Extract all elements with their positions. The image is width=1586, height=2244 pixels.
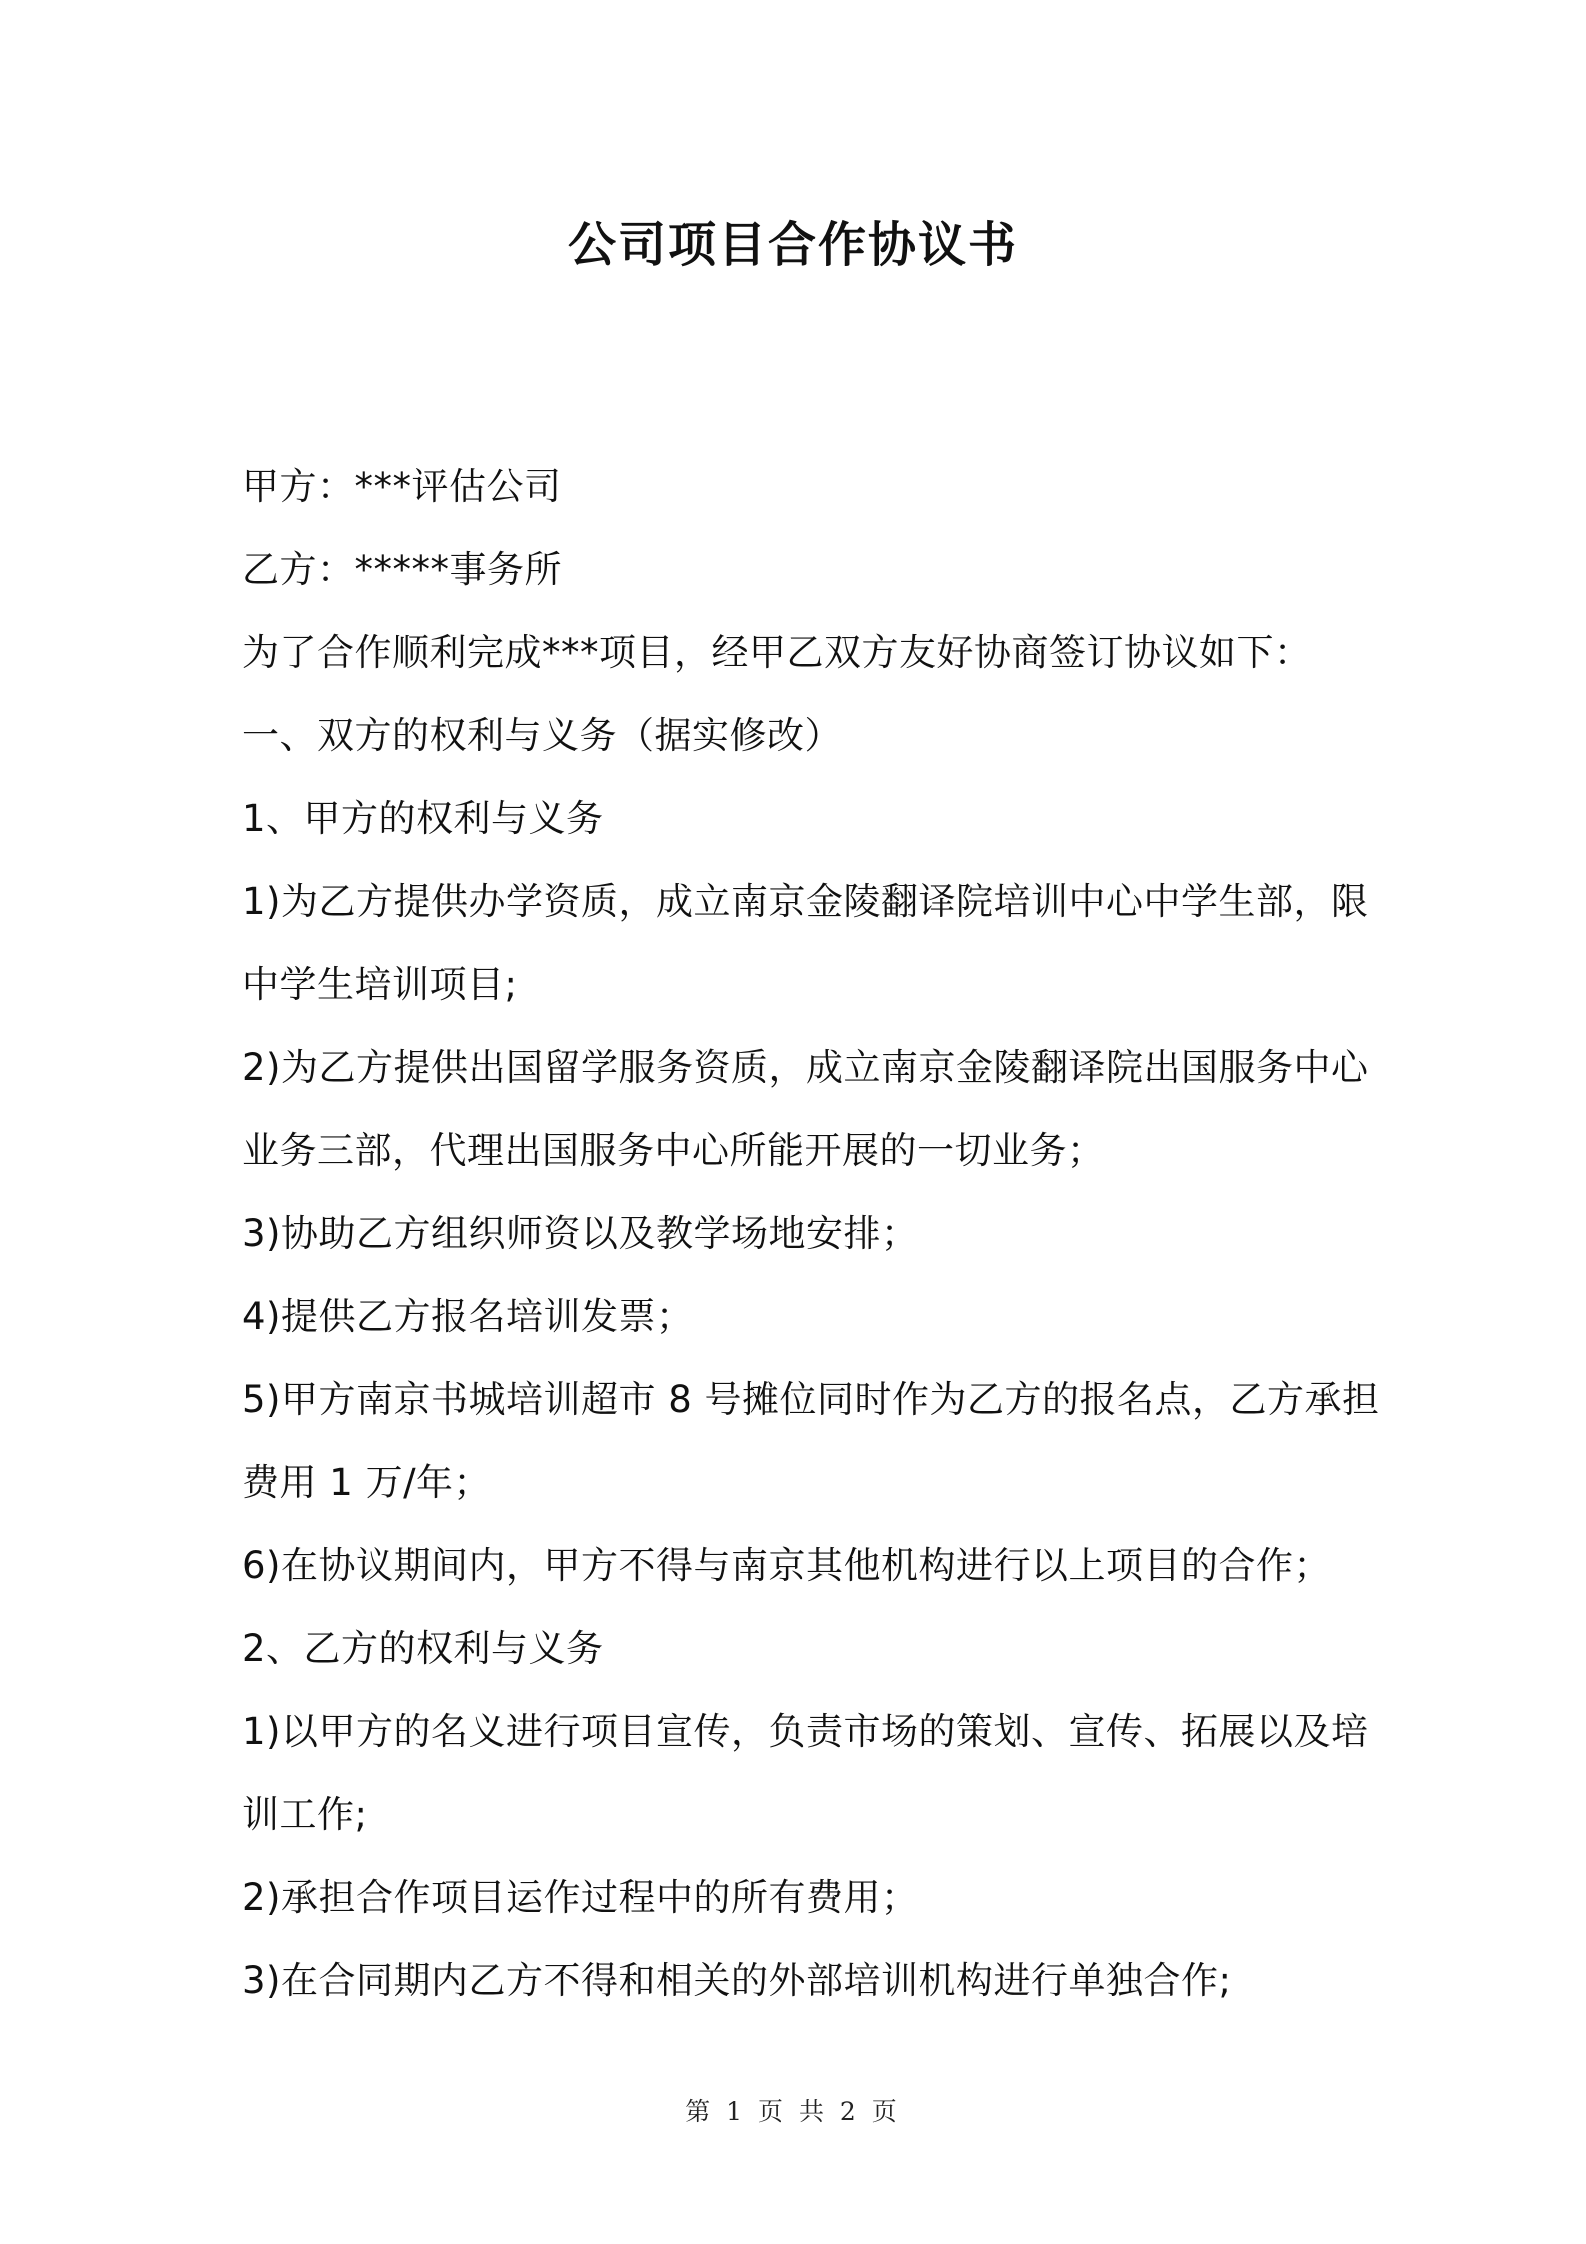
- clause-line: 训工作;: [242, 1793, 368, 1836]
- clause-line: 3)在合同期内乙方不得和相关的外部培训机构进行单独合作;: [242, 1959, 1232, 2002]
- subsection-heading: 2、乙方的权利与义务: [242, 1627, 604, 1670]
- document-title: 公司项目合作协议书: [567, 217, 1018, 273]
- party-a-line: 甲方：***评估公司: [242, 465, 562, 508]
- clause-line: 5)甲方南京书城培训超市 8 号摊位同时作为乙方的报名点，乙方承担: [242, 1378, 1380, 1421]
- clause-line: 6)在协议期间内，甲方不得与南京其他机构进行以上项目的合作；: [242, 1544, 1331, 1587]
- subsection-heading: 1、甲方的权利与义务: [242, 797, 604, 840]
- section-heading: 一、双方的权利与义务（据实修改）: [242, 714, 842, 757]
- clause-line: 2)为乙方提供出国留学服务资质，成立南京金陵翻译院出国服务中心: [242, 1046, 1369, 1089]
- clause-line: 1)以甲方的名义进行项目宣传，负责市场的策划、宣传、拓展以及培: [242, 1710, 1369, 1753]
- clause-line: 1)为乙方提供办学资质，成立南京金陵翻译院培训中心中学生部，限: [242, 880, 1369, 923]
- clause-line: 业务三部，代理出国服务中心所能开展的一切业务；: [242, 1129, 1105, 1172]
- clause-line: 2)承担合作项目运作过程中的所有费用；: [242, 1876, 919, 1919]
- clause-line: 费用 1 万/年；: [242, 1461, 492, 1504]
- clause-line: 4)提供乙方报名培训发票；: [242, 1295, 694, 1338]
- clause-line: 3)协助乙方组织师资以及教学场地安排；: [242, 1212, 919, 1255]
- party-b-line: 乙方：*****事务所: [242, 548, 562, 591]
- page-number-footer: 第 1 页 共 2 页: [685, 2097, 901, 2126]
- document-body: [242, 445, 1380, 2022]
- clause-line: 中学生培训项目;: [242, 963, 518, 1006]
- preamble-line: 为了合作顺利完成***项目，经甲乙双方友好协商签订协议如下：: [242, 631, 1312, 674]
